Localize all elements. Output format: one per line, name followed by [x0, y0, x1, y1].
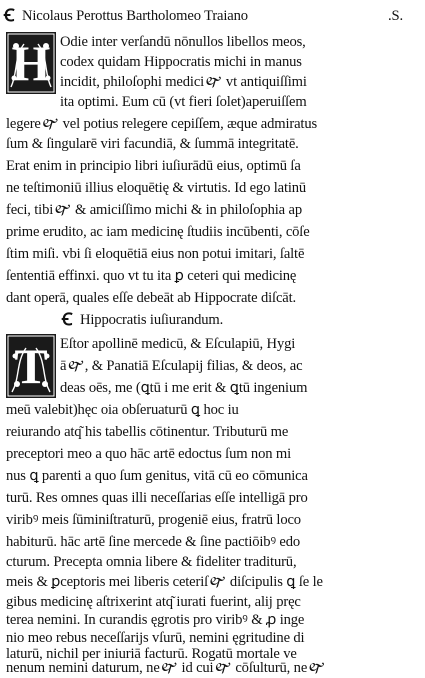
- oath-text: preceptori meo a quo hāc artē edoctus ſum non mi: [6, 446, 291, 462]
- oath-text: nio meo rebus neceſſarijs vſurū, nemini ęgritudine di: [6, 630, 305, 646]
- letter-text: ſum & ſingularē viri facundiā, & ſummā integritatē.: [6, 136, 299, 152]
- oath-text: Eſtor apollinē medicū, & Eſculapiū, Hygi: [60, 336, 296, 352]
- letter-line-9: [6, 200, 425, 220]
- letter-line-7: [6, 156, 425, 176]
- oath-text: terea nemini. In curandis ęgrotis pro viribꝰ & ꝓ inge: [6, 612, 305, 628]
- letter-line-8: [6, 178, 425, 198]
- heading-suffix: .S.: [388, 8, 403, 24]
- oath-line-13: [6, 592, 425, 612]
- decorated-initial-t: [6, 334, 56, 398]
- oath-pilcrow: Ꞓ: [62, 310, 73, 329]
- oath-text: laturū, nichil per iniuriā facturū. Rogatū mortale ve: [6, 646, 297, 662]
- oath-line-8: [6, 488, 425, 508]
- oath-line-11: [6, 552, 425, 572]
- letter-line-1: [60, 32, 425, 52]
- letter-line-13: [6, 288, 425, 308]
- letter-line-4: [60, 92, 425, 112]
- letter-line-11: [6, 244, 425, 264]
- oath-line-9: [6, 510, 425, 530]
- oath-line-2: [60, 356, 425, 376]
- oath-line-17: [6, 658, 425, 678]
- letter-text: ne teſtimoniū illius eloquētię & virtutis. Id ego latinū: [6, 180, 307, 196]
- letter-text: incidit, philoſophi medici🙰 vt antiquiſſimi: [60, 74, 307, 90]
- letter-line-10: [6, 222, 425, 242]
- initial-letter-h: H: [11, 35, 51, 91]
- oath-line-4: [6, 400, 425, 420]
- letter-line-6: [6, 134, 425, 154]
- letter-line-5: [6, 114, 425, 134]
- oath-line-7: [6, 466, 425, 486]
- oath-line-5: [6, 422, 425, 442]
- oath-text: cturum. Precepta omnia libere & fideliter traditurū,: [6, 554, 297, 570]
- oath-line-1: [60, 334, 425, 354]
- oath-line-14: [6, 610, 425, 630]
- letter-line-12: [6, 266, 425, 286]
- oath-text: meū valebit)hęc oia obſeruaturū ꝗ hoc iu: [6, 402, 239, 418]
- oath-text: ā🙰, & Panatiā Eſculapij filias, & deos, ac: [60, 358, 303, 374]
- letter-text: ſententiā effinxi. quo vt tu ita ꝑ ceteri qui medicinę: [6, 268, 297, 284]
- oath-text: nenum nemini daturum, ne🙰 id cui🙰 cōſulturū, ne🙰: [6, 660, 326, 676]
- oath-title: Hippocratis iuſiurandum.: [80, 312, 224, 328]
- oath-text: gibus medicinę aſtrixerint atq͂ iurati fuerint, alij pręc: [6, 594, 301, 610]
- decorated-initial-h: [6, 32, 56, 94]
- letter-text: codex quidam Hippocratis michi in manus: [60, 54, 302, 70]
- oath-text: nus ꝗ parenti a quo ſum genitus, vitā cū eo cōmunica: [6, 468, 308, 484]
- letter-text: Odie inter verſandū nōnullos libellos meos,: [60, 34, 306, 50]
- letter-text: Erat enim in principio libri iuſiurādū eius, optimū ſa: [6, 158, 301, 174]
- oath-text: viribꝰ meis ſūminiſtraturū, progeniē eius, fratrū loco: [6, 512, 301, 528]
- letter-text: ſtim miſi. vbi ſi eloquētiā eius non potui imitari, ſaltē: [6, 246, 305, 262]
- heading-text: Nicolaus Perottus Bartholomeo Traiano: [22, 8, 248, 24]
- letter-line-3: [60, 72, 425, 92]
- heading-pilcrow: Ꞓ: [4, 6, 15, 25]
- oath-line-12: [6, 572, 425, 592]
- oath-text: deas oēs, me (ꝗtū i me erit & ꝗtū ingenium: [60, 380, 308, 396]
- letter-text: ita optimi. Eum cū (vt fieri ſolet)aperuiſſem: [60, 94, 307, 110]
- oath-line-10: [6, 532, 425, 552]
- oath-line-6: [6, 444, 425, 464]
- letter-line-2: [60, 52, 425, 72]
- letter-text: prime erudito, ac iam medicinę ſtudiis incūbenti, cōſe: [6, 224, 310, 240]
- initial-letter-t: T: [14, 338, 48, 394]
- oath-text: reiurando atq͂ his tabellis cōtinentur. Tributurū me: [6, 424, 289, 440]
- letter-text: legere🙰 vel potius relegere cepiſſem, æque admiratus: [6, 116, 318, 132]
- oath-text: habiturū. hāc artē ſine mercede & ſine pactiōibꝰ edo: [6, 534, 300, 550]
- oath-text: turū. Res omnes quas illi neceſſarias eſſe intelligā pro: [6, 490, 308, 506]
- oath-text: meis & ꝑceptoris mei liberis ceteriſ🙰 diſcipulis ꝗ ſe le: [6, 574, 323, 590]
- oath-line-3: [60, 378, 425, 398]
- letter-text: dant operā, quales eſſe debeāt ab Hippocrate diſcāt.: [6, 290, 297, 306]
- letter-text: feci, tibi🙰 & amiciſſimo michi & in philoſophia ap: [6, 202, 302, 218]
